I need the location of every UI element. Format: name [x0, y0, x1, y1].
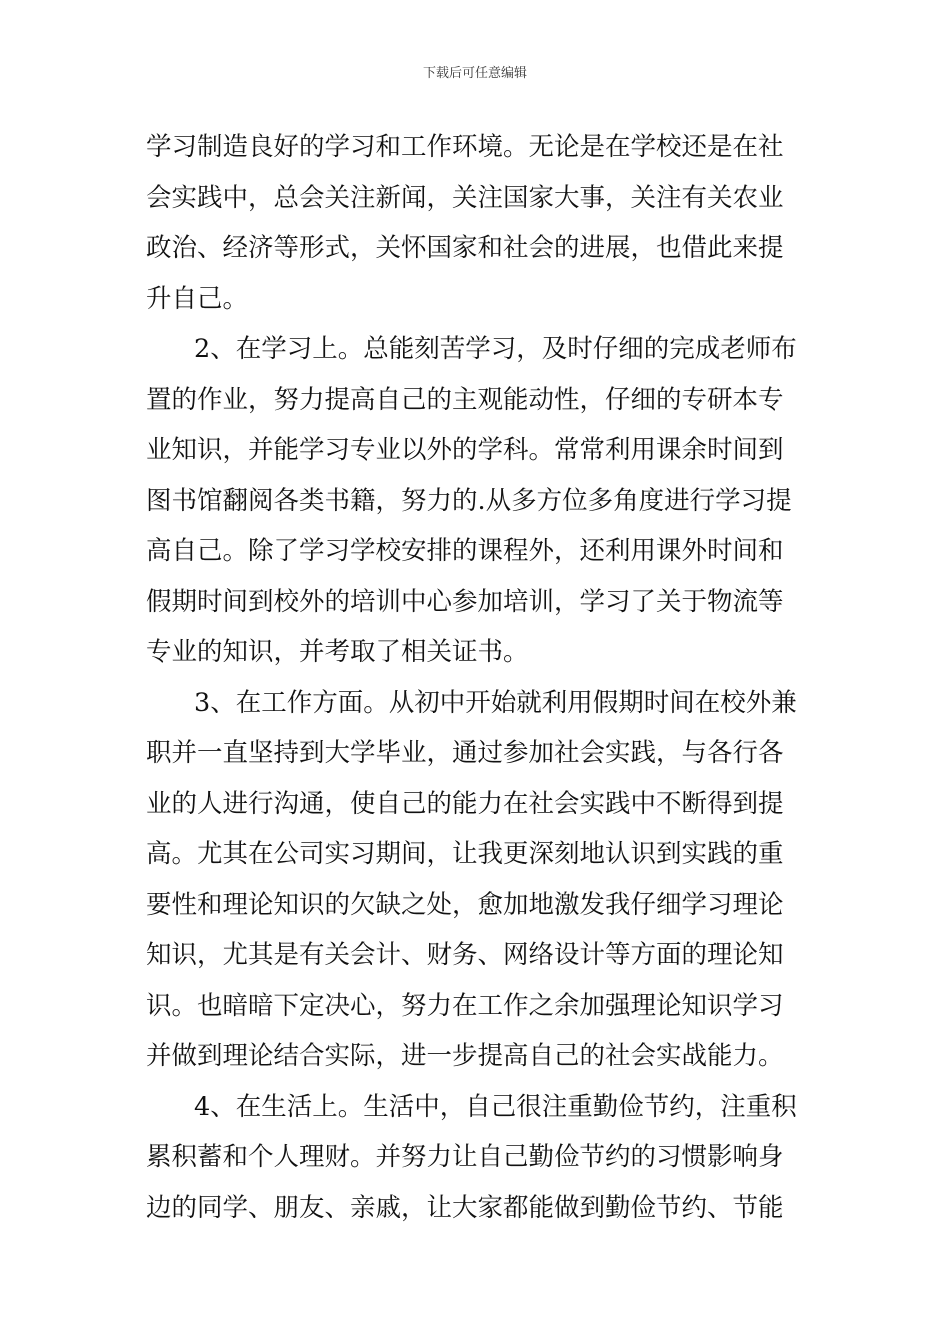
text-line: 累积蓄和个人理财。并努力让自己勤俭节约的习惯影响身 — [146, 1142, 784, 1172]
text-line: 识。也暗暗下定决心，努力在工作之余加强理论知识学习 — [146, 990, 784, 1021]
text-line: 要性和理论知识的欠缺之处，愈加地激发我仔细学习理论 — [146, 889, 784, 920]
text-line: 业知识，并能学习专业以外的学科。常常利用课余时间到 — [146, 435, 784, 465]
text-line: 边的同学、朋友、亲戚，让大家都能做到勤俭节约、节能 — [146, 1192, 784, 1223]
text-line: 知识，尤其是有关会计、财务、网络设计等方面的理论知 — [146, 940, 784, 970]
text-line: 3、在工作方面。从初中开始就利用假期时间在校外兼 — [194, 687, 797, 718]
text-line: 图书馆翻阅各类书籍，努力的.从多方位多角度进行学习提 — [146, 485, 792, 516]
text-line: 会实践中，总会关注新闻，关注国家大事，关注有关农业 — [146, 182, 784, 213]
text-line: 高自己。除了学习学校安排的课程外，还利用课外时间和 — [146, 536, 784, 566]
paragraph-3 — [146, 678, 808, 1082]
paragraph-1 — [146, 122, 808, 324]
text-line: 假期时间到校外的培训中心参加培训，学习了关于物流等 — [146, 586, 784, 617]
text-line: 业的人进行沟通，使自己的能力在社会实践中不断得到提 — [146, 788, 784, 819]
text-line: 置的作业，努力提高自己的主观能动性，仔细的专研本专 — [146, 384, 784, 415]
text-line: 2、在学习上。总能刻苦学习，及时仔细的完成老师布 — [194, 334, 797, 364]
text-line: 高。尤其在公司实习期间，让我更深刻地认识到实践的重 — [146, 839, 784, 869]
document-body — [146, 122, 808, 1233]
text-line: 职并一直坚持到大学毕业，通过参加社会实践，与各行各 — [146, 738, 784, 768]
paragraph-2 — [146, 324, 808, 678]
text-line: 学习制造良好的学习和工作环境。无论是在学校还是在社 — [146, 132, 784, 162]
page-header: 下载后可任意编辑 — [422, 66, 527, 81]
paragraph-4 — [146, 1082, 808, 1234]
text-line: 政治、经济等形式，关怀国家和社会的进展，也借此来提 — [146, 233, 784, 263]
text-line: 4、在生活上。生活中，自己很注重勤俭节约，注重积 — [194, 1091, 797, 1122]
text-line: 并做到理论结合实际，进一步提高自己的社会实战能力。 — [146, 1041, 784, 1071]
text-line: 升自己。 — [146, 283, 249, 314]
text-line: 专业的知识，并考取了相关证书。 — [146, 637, 529, 667]
